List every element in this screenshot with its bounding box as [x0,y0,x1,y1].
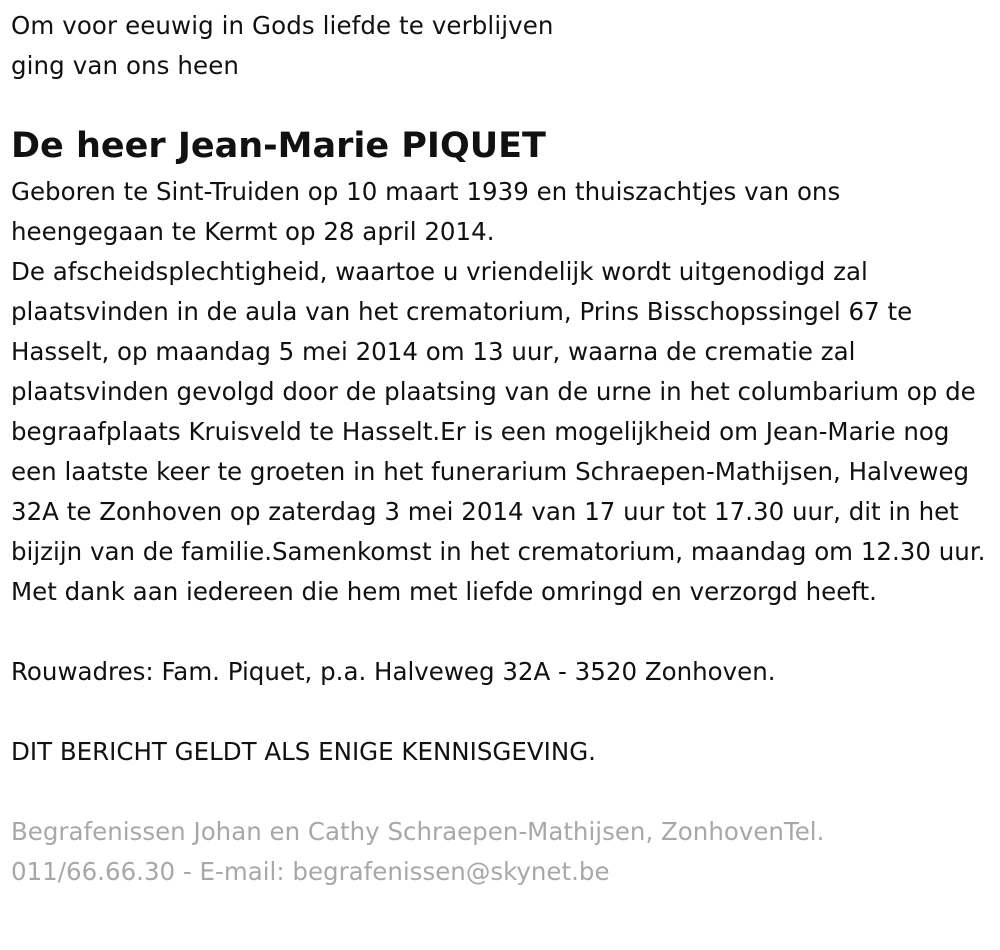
spacer [11,772,1000,812]
spacer [11,692,1000,732]
mourning-address: Rouwadres: Fam. Piquet, p.a. Halveweg 32A - 3520 Zonhoven. [11,657,776,686]
birth-paragraph: Geboren te Sint-Truiden op 10 maart 1939 en thuiszachtjes van ons heengegaan te Kermt op 28 april 2014. [11,177,841,246]
intro-line-1: Om voor eeuwig in Gods liefde te verblijven [11,11,554,40]
thanks-paragraph: Met dank aan iedereen die hem met liefde omringd en verzorgd heeft. [11,577,877,606]
notice-text: DIT BERICHT GELDT ALS ENIGE KENNISGEVING. [11,737,596,766]
deceased-name: De heer Jean-Marie PIQUET [11,126,546,166]
spacer [11,612,1000,652]
ceremony-paragraph: De afscheidsplechtigheid, waartoe u vriendelijk wordt uitgenodigd zal plaatsvinden in de aula van het crematorium, Prins Bisschopssingel 67 te Hasselt, op maandag 5 mei 2014 om 13 uur, waarna de crematie zal plaatsvinden gevolgd door de plaatsing van de urne in het columbarium op de begraafplaats Kruisveld te Hasselt.Er is een mogelijkheid om Jean-Marie nog een laatste keer te groeten in het funerarium Schraepen-Mathijsen, Halveweg 32A te Zonhoven op zaterdag 3 mei 2014 van 17 uur tot 17.30 uur, dit in het bijzijn van de familie.Samenkomst in het crematorium, maandag om 12.30 uur. [11,257,986,566]
funeral-home-footer: Begrafenissen Johan en Cathy Schraepen-Mathijsen, ZonhovenTel. 011/66.66.30 - E-mail: begrafenissen@skynet.be [11,817,825,886]
intro-line-2: ging van ons heen [11,51,240,80]
